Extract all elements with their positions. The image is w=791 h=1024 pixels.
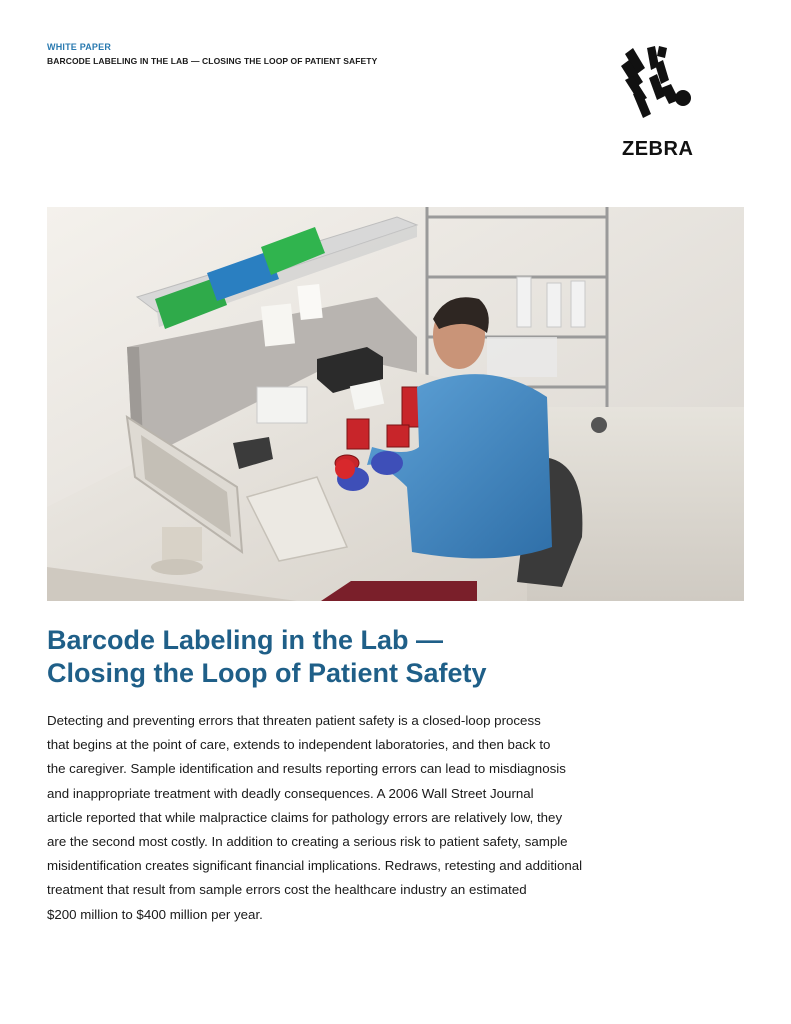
document-subtitle: BARCODE LABELING IN THE LAB — CLOSING THE LOOP OF PATIENT SAFETY [47,56,378,66]
paragraph-line: article reported that while malpractice claims for pathology errors are relatively low, they [47,809,563,825]
paragraph-line: treatment that result from sample errors cost the healthcare industry an estimated [47,882,527,898]
page-title-line-1: Barcode Labeling in the Lab — [47,625,444,655]
zebra-head-icon [619,44,695,124]
page-title [47,624,747,690]
zebra-wordmark: ZEBRA [622,138,694,160]
page-title-line-2: Closing the Loop of Patient Safety [47,658,487,688]
intro-paragraph [47,709,647,927]
paragraph-line: are the second most costly. In addition to creating a serious risk to patient safety, sample [47,834,568,850]
paragraph-line: $200 million to $400 million per year. [47,906,263,922]
paragraph-line: and inappropriate treatment with deadly consequences. A 2006 Wall Street Journal [47,785,534,801]
paragraph-line: that begins at the point of care, extends to independent laboratories, and then back to [47,737,551,753]
paragraph-line: the caregiver. Sample identification and results reporting errors can lead to misdiagnosis [47,761,566,777]
paragraph-line: Detecting and preventing errors that threaten patient safety is a closed-loop process [47,713,541,728]
paragraph-line: misidentification creates significant financial implications. Redraws, retesting and additional [47,858,583,874]
lab-photo [47,207,744,601]
document-type-label: WHITE PAPER [47,42,112,52]
